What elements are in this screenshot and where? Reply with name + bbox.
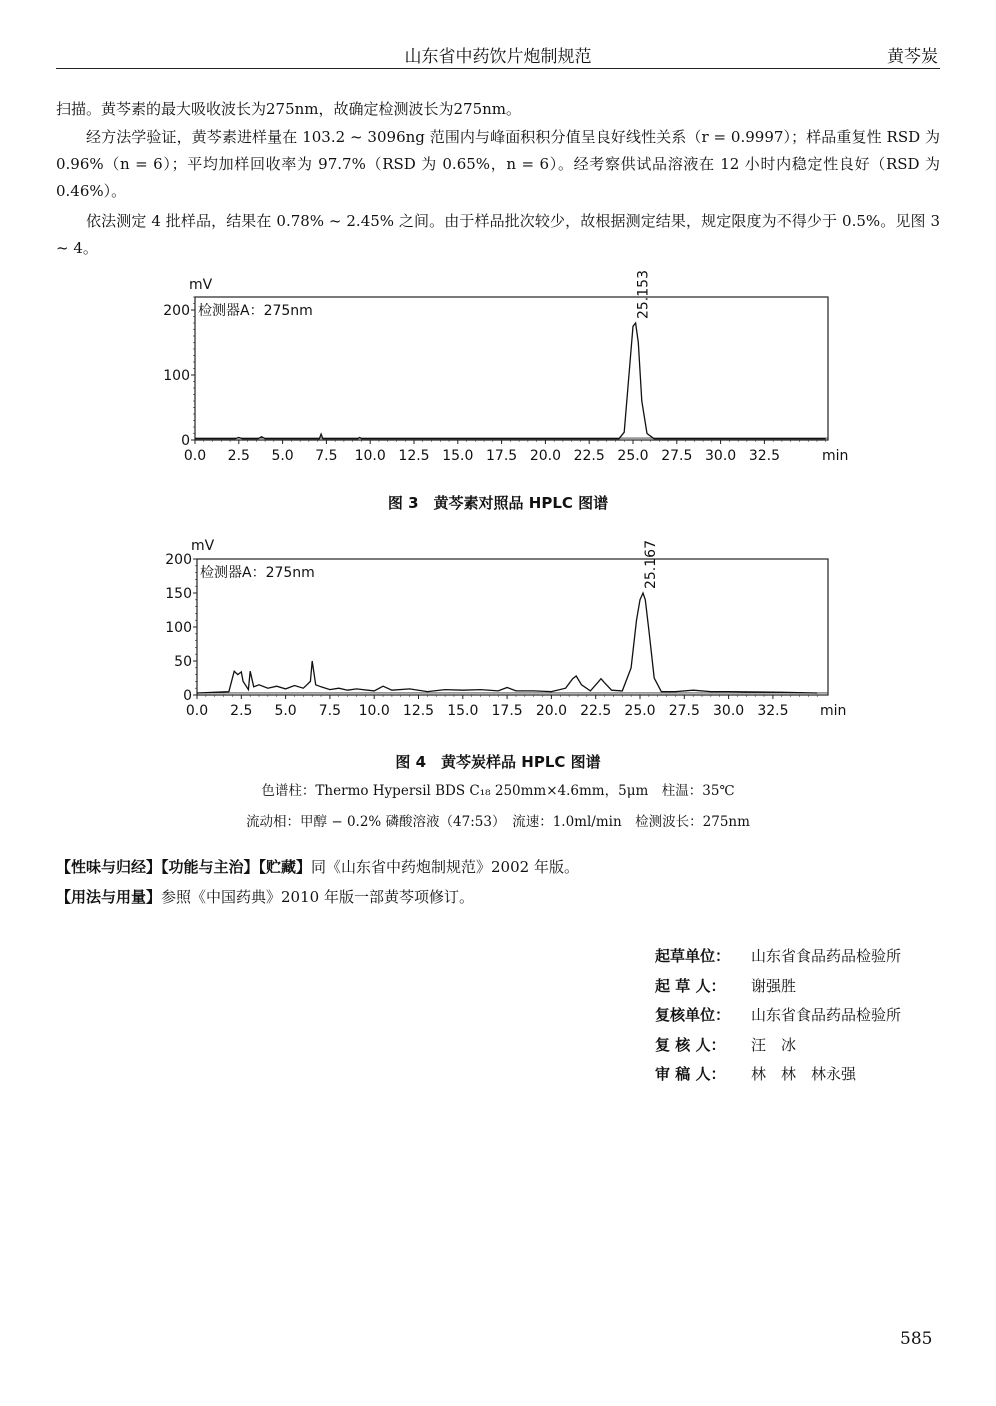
y-tick-label: 50 <box>174 654 192 670</box>
credit-label: 复 核 人： <box>655 1035 726 1054</box>
x-tick-label: 0.0 <box>183 448 207 464</box>
x-tick-label: 10.0 <box>358 703 390 719</box>
credit-row <box>655 1001 901 1031</box>
y-tick-label: 150 <box>165 586 192 602</box>
x-tick-label: 20.0 <box>535 703 567 719</box>
chromatography-conditions-2: 流动相：甲醇 − 0.2% 磷酸溶液（47:53） 流速：1.0ml/min 检测波长：275nm <box>246 814 750 830</box>
paragraph-1: 扫描。黄芩素的最大吸收波长为275nm，故确定检测波长为275nm。 <box>56 100 522 118</box>
x-axis-label: min <box>822 448 849 464</box>
peak-label: 25.167 <box>643 540 660 589</box>
credit-value: 林 林 林永强 <box>751 1065 857 1083</box>
x-axis-label: min <box>820 703 847 719</box>
x-tick-label: 22.5 <box>573 448 605 464</box>
x-tick-label: 20.0 <box>529 448 561 464</box>
x-tick-label: 25.0 <box>617 448 649 464</box>
paragraph-3: 依法测定 4 批样品，结果在 0.78% ~ 2.45% 之间。由于样品批次较少，故根据测定结果，规定限度为不得少于 0.5%。见图 3 ~ 4。 <box>56 212 940 257</box>
y-axis-label: mV <box>191 538 215 554</box>
credit-value: 山东省食品药品检验所 <box>751 947 902 965</box>
detector-label: 检测器A：275nm <box>198 303 313 319</box>
x-tick-label: 7.5 <box>318 703 342 719</box>
chromatogram-line <box>197 593 817 693</box>
credit-label: 审 稿 人： <box>655 1065 726 1083</box>
credit-label: 复核单位： <box>655 1006 731 1024</box>
book-title: 山东省中药饮片炮制规范 <box>404 47 592 67</box>
paragraph-2: 经方法学验证，黄芩素进样量在 103.2 ~ 3096ng 范围内与峰面积积分值呈良好线性关系（r = 0.9997）；样品重复性 RSD 为 0.96%（n = 6）；平均加样回收率为 97.7%（RSD 为 0.65%，n = 6）。经考察供试品溶液在 12 小时内稳定性良好（RSD 为 0.46%）。 <box>56 128 940 200</box>
x-tick-label: 5.0 <box>274 703 297 719</box>
section-usage <box>56 886 474 907</box>
y-tick-label: 100 <box>165 620 192 636</box>
x-tick-label: 2.5 <box>230 703 253 719</box>
x-tick-label: 12.5 <box>402 703 435 719</box>
credit-row <box>655 942 901 972</box>
y-tick-label: 200 <box>165 552 192 568</box>
credit-value: 谢强胜 <box>751 976 797 995</box>
x-tick-label: 5.0 <box>271 448 294 464</box>
section-usage-text: 参照《中国药典》2010 年版一部黄芩项修订。 <box>161 888 474 906</box>
section-properties-text: 同《山东省中药炮制规范》2002 年版。 <box>311 858 579 876</box>
section-properties-label: 【性味与归经】【功能与主治】【贮藏】 <box>56 858 312 876</box>
credit-row <box>655 1031 901 1061</box>
figure-3-caption: 图 3 黄芩素对照品 HPLC 图谱 <box>387 494 609 512</box>
x-tick-label: 32.5 <box>748 448 780 464</box>
chromatography-conditions-1: 色谱柱：Thermo Hypersil BDS C₁₈ 250mm×4.6mm，5μm 柱温：35℃ <box>261 783 735 799</box>
x-tick-label: 27.5 <box>668 703 700 719</box>
x-tick-label: 7.5 <box>315 448 338 464</box>
x-tick-label: 15.0 <box>442 448 474 464</box>
credit-row <box>655 1060 901 1090</box>
x-tick-label: 12.5 <box>398 448 430 464</box>
x-tick-label: 0.0 <box>185 703 209 719</box>
credits-block <box>655 942 901 1090</box>
y-tick-label: 0 <box>181 433 190 449</box>
x-tick-label: 32.5 <box>757 703 789 719</box>
x-tick-label: 27.5 <box>661 448 693 464</box>
x-tick-label: 25.0 <box>624 703 656 719</box>
y-axis-label: mV <box>189 277 213 293</box>
section-properties <box>56 856 579 877</box>
x-tick-label: 15.0 <box>447 703 479 719</box>
x-tick-label: 17.5 <box>486 448 518 464</box>
x-tick-label: 22.5 <box>580 703 612 719</box>
y-tick-label: 100 <box>163 368 190 384</box>
page-number: 585 <box>900 1329 933 1349</box>
credit-label: 起草单位： <box>655 947 731 965</box>
section-usage-label: 【用法与用量】 <box>56 888 162 906</box>
credit-value: 汪 冰 <box>751 1035 797 1054</box>
x-tick-label: 17.5 <box>491 703 523 719</box>
section-title: 黄芩炭 <box>887 47 938 67</box>
detector-label: 检测器A：275nm <box>200 565 315 581</box>
credit-label: 起 草 人： <box>655 976 726 995</box>
x-tick-label: 2.5 <box>227 448 250 464</box>
x-tick-label: 10.0 <box>354 448 386 464</box>
y-tick-label: 0 <box>183 688 192 704</box>
x-tick-label: 30.0 <box>705 448 737 464</box>
x-tick-label: 30.0 <box>713 703 745 719</box>
y-tick-label: 200 <box>163 303 190 319</box>
figure-4-caption: 图 4 黄芩炭样品 HPLC 图谱 <box>395 753 601 771</box>
credit-row <box>655 972 901 1002</box>
credit-value: 山东省食品药品检验所 <box>751 1006 902 1024</box>
peak-label: 25.153 <box>635 270 652 319</box>
